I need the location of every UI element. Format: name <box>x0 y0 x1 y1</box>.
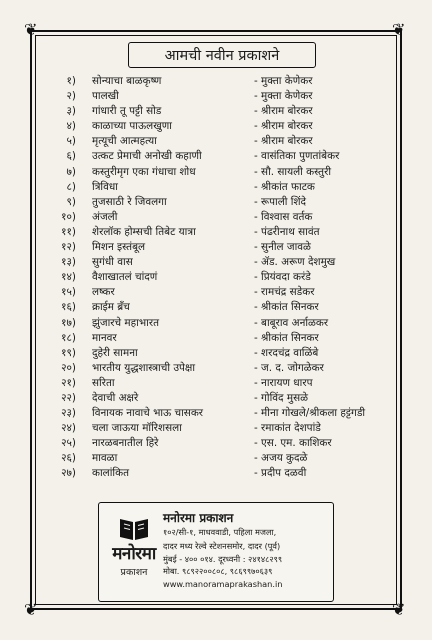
book-title: मृत्यूची आत्महत्या <box>92 135 157 148</box>
book-number: १४) <box>61 271 76 284</box>
book-list-item <box>44 331 396 346</box>
corner-ornament-icon: ❦ <box>392 600 406 619</box>
book-author: - रामचंद्र सडेकर <box>254 286 315 299</box>
book-list-item <box>44 74 396 89</box>
publisher-mobile: मोबा. ९८९२२००८०८, ९८६९९७०६३९ <box>163 566 273 576</box>
book-author: - रमाकांत देशपांडे <box>254 422 321 435</box>
book-list-item <box>44 255 396 270</box>
book-author: - श्रीराम बोरकर <box>254 135 313 148</box>
book-author: - श्रीराम बोरकर <box>254 120 313 133</box>
book-title: सुगंधी वास <box>92 256 133 269</box>
book-author: - पंढरीनाथ सावंत <box>254 225 320 238</box>
book-number: २४) <box>61 422 76 435</box>
book-author: - श्रीकांत फाटक <box>254 180 315 193</box>
book-list-item <box>44 180 396 195</box>
book-number: १) <box>66 75 76 87</box>
book-author: - सौ. सायली कस्तुरी <box>254 165 332 178</box>
book-number: २०) <box>61 361 76 374</box>
book-title: कस्तुरीमृग एका गंधाचा शोध <box>92 165 196 178</box>
book-number: ८) <box>66 180 76 193</box>
book-author: - मुक्ता केणेकर <box>254 90 313 103</box>
book-list-item <box>44 195 396 210</box>
book-title: मिशन इस्तंबूल <box>92 241 146 254</box>
book-author: - मीना गोखले/श्रीकला हट्टंगडी <box>254 407 366 420</box>
book-list-item <box>44 134 396 149</box>
publisher-phone: मुंबई - ४०० ०१४. दूरध्वनी : २४१४८२९९ <box>163 554 283 564</box>
book-author: - श्रीराम बोरकर <box>254 105 313 118</box>
corner-ornament-icon: ❦ <box>24 20 38 39</box>
corner-ornament-icon: ❦ <box>392 20 406 39</box>
book-list-item <box>44 376 396 391</box>
publisher-website: www.manoramaprakashan.in <box>163 579 283 589</box>
page-title-text: आमची नवीन प्रकाशने <box>164 48 280 64</box>
book-title: काळाच्या पाऊलखुणा <box>92 120 172 133</box>
book-list-item <box>44 436 396 451</box>
book-author: - प्रियंवदा करंडे <box>254 271 311 284</box>
book-number: १८) <box>61 331 76 344</box>
book-author: - रूपाली शिंदे <box>254 195 307 208</box>
book-title: वैशाखातलं चांदणं <box>92 271 158 284</box>
book-author: - नारायण धारप <box>254 376 313 389</box>
book-list-item <box>44 210 396 225</box>
book-author: - श्रीकांत सिनकर <box>254 301 319 314</box>
book-author: - प्रदीप दळवी <box>254 467 307 480</box>
book-title: चला जाऊया मॉरिशसला <box>92 422 182 435</box>
book-title: सरिता <box>92 376 115 389</box>
book-title: लष्कर <box>92 286 115 299</box>
book-list-item <box>44 391 396 406</box>
publisher-logo <box>105 515 163 587</box>
book-author: - सुनील जावळे <box>254 241 311 254</box>
book-author: - एस. एम. काशिकर <box>254 437 332 450</box>
book-list-item <box>44 225 396 240</box>
book-title: देवाची अक्षरे <box>92 391 139 404</box>
book-number: २२) <box>61 391 76 404</box>
book-list-item <box>44 451 396 466</box>
book-title: मावळा <box>92 452 118 465</box>
book-author: - वासंतिका पुणतांबेकर <box>254 150 340 163</box>
book-title: नारळबनातील हिरे <box>92 437 159 450</box>
logo-wordmark: मनोरमा <box>112 544 156 564</box>
book-author: - विश्वास वर्तक <box>254 210 313 223</box>
book-number: १२) <box>61 241 76 254</box>
book-title: गांधारी तू पट्टी सोड <box>92 105 162 118</box>
book-list-item <box>44 240 396 255</box>
book-list-item <box>44 406 396 421</box>
book-number: २७) <box>61 467 76 480</box>
book-author: - अजय कुदळे <box>254 452 308 465</box>
book-title: मानवर <box>92 331 117 344</box>
book-author: - श्रीकांत सिनकर <box>254 331 319 344</box>
book-number: १९) <box>61 346 76 359</box>
book-list-item <box>44 285 396 300</box>
page-title <box>128 42 316 68</box>
book-title: कालांकित <box>92 467 130 480</box>
book-number: २) <box>66 90 76 103</box>
book-list-item <box>44 104 396 119</box>
publisher-name: मनोरमा प्रकाशन <box>163 511 234 525</box>
book-list-item <box>44 346 396 361</box>
book-title: उत्कट प्रेमाची अनोखी कहाणी <box>92 150 202 163</box>
book-title: क्राईम ब्रँच <box>92 301 130 314</box>
book-list <box>44 74 396 482</box>
book-list-item <box>44 119 396 134</box>
book-number: १३) <box>61 256 76 269</box>
book-number: २३) <box>61 407 76 420</box>
book-number: ४) <box>66 120 76 133</box>
book-number: १७) <box>61 316 76 329</box>
book-title: दुहेरी सामना <box>92 346 138 359</box>
book-title: त्रिविधा <box>92 180 118 193</box>
book-title: शेरलॉक होम्सची तिबेट यात्रा <box>92 225 196 238</box>
book-title: भारतीय युद्धशास्त्राची उपेक्षा <box>92 361 196 374</box>
book-list-item <box>44 89 396 104</box>
book-number: ९) <box>66 195 76 208</box>
book-number: १०) <box>61 210 76 223</box>
book-title: अंजली <box>92 210 118 223</box>
book-author: - बाबूराव अर्नाळकर <box>254 316 329 329</box>
book-list-item <box>44 466 396 481</box>
book-author: - शरदचंद्र वाळिंबे <box>254 346 319 359</box>
book-author: - ज. द. जोगळेकर <box>254 361 324 374</box>
book-number: २५) <box>61 437 76 450</box>
book-list-item <box>44 165 396 180</box>
book-number: ३) <box>66 105 76 118</box>
corner-ornament-icon: ❦ <box>24 600 38 619</box>
book-list-item <box>44 270 396 285</box>
book-number: ११) <box>61 225 76 238</box>
book-number: ६) <box>66 150 76 163</box>
book-list-item <box>44 316 396 331</box>
book-title: झुंजारचे महाभारत <box>92 316 159 329</box>
publisher-box <box>98 502 334 602</box>
book-list-item <box>44 149 396 164</box>
book-number: १६) <box>61 301 76 314</box>
book-list-item <box>44 361 396 376</box>
publisher-address-line-2: दादर मध्य रेल्वे स्टेशनसमोर, दादर (पूर्व) <box>163 541 281 551</box>
book-number: ७) <box>66 165 76 178</box>
book-number: २६) <box>61 452 76 465</box>
book-logo-icon <box>119 515 149 541</box>
book-list-item <box>44 300 396 315</box>
book-author: - गोविंद मुसळे <box>254 391 309 404</box>
book-number: ५) <box>66 135 76 148</box>
book-title: पालखी <box>92 90 119 103</box>
book-title: विनायक नावाचे भाऊ चासकर <box>92 407 204 420</box>
book-list-item <box>44 421 396 436</box>
book-title: सोन्याचा बाळकृष्ण <box>92 75 162 87</box>
logo-subtitle: प्रकाशन <box>120 567 148 578</box>
book-title: तुजसाठी रे जिवलगा <box>92 195 167 208</box>
book-number: १५) <box>61 286 76 299</box>
book-number: २१) <box>61 376 76 389</box>
publisher-address-line-1: १०२/सी-१, माधववाडी, पहिला मजला, <box>163 527 277 537</box>
book-author: - ॲड. अरूण देशमुख <box>254 256 336 269</box>
book-author: - मुक्ता केणेकर <box>254 75 313 87</box>
